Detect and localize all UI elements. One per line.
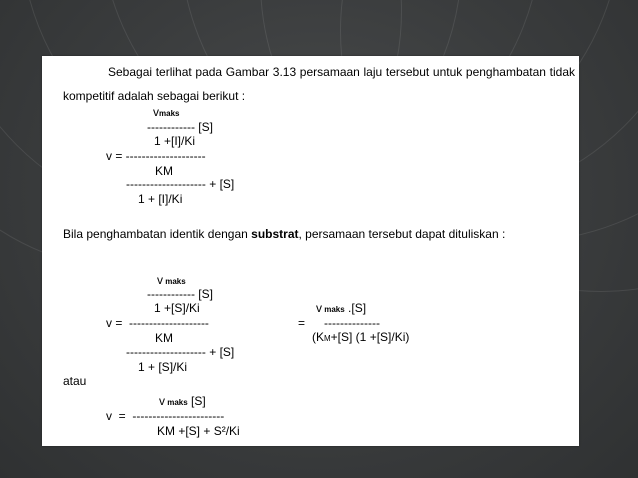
equation-line: KM xyxy=(155,164,173,178)
vmax-label: vmaks xyxy=(153,105,180,119)
equation-line: 1 + [I]/Ki xyxy=(138,192,183,206)
equation-line: -------------------- + [S] xyxy=(126,177,235,191)
vmax-label: v maks [S] xyxy=(159,394,206,408)
equation-line: 1 + [S]/Ki xyxy=(138,360,188,374)
equation-line: -------------------- + [S] xyxy=(126,345,235,359)
equation-line: v = -------------------- xyxy=(106,316,209,330)
equation-line: KM xyxy=(155,331,173,345)
intro-paragraph: Sebagai terlihat pada Gambar 3.13 persamaan laju tersebut untuk penghambatan tidak kompetitif adalah sebagai berikut : xyxy=(63,65,575,103)
vmax-label: v maks xyxy=(157,273,186,287)
equals-sign: = xyxy=(298,316,306,330)
equation-line: v = ----------------------- xyxy=(106,409,225,423)
equation-line: ------------ [S] xyxy=(147,287,213,301)
equation-line: ------------ [S] xyxy=(147,120,213,134)
equation-denominator: KM +[S] + S²/Ki xyxy=(157,424,240,438)
slide-content-area xyxy=(42,56,579,446)
equation-line: v = -------------------- xyxy=(106,149,206,163)
equation-line: 1 +[I]/Ki xyxy=(154,134,196,148)
rhs-denominator: (KM+[S] (1 +[S]/Ki) xyxy=(312,330,410,344)
equation-line: 1 +[S]/Ki xyxy=(154,301,200,315)
rhs-fraction-line: -------------- xyxy=(324,316,380,330)
rhs-numerator: v maks .[S] xyxy=(316,301,367,315)
bila-paragraph: Bila penghambatan identik dengan substrat, persamaan tersebut dapat dituliskan : xyxy=(63,227,506,241)
atau-label: atau xyxy=(63,374,87,388)
